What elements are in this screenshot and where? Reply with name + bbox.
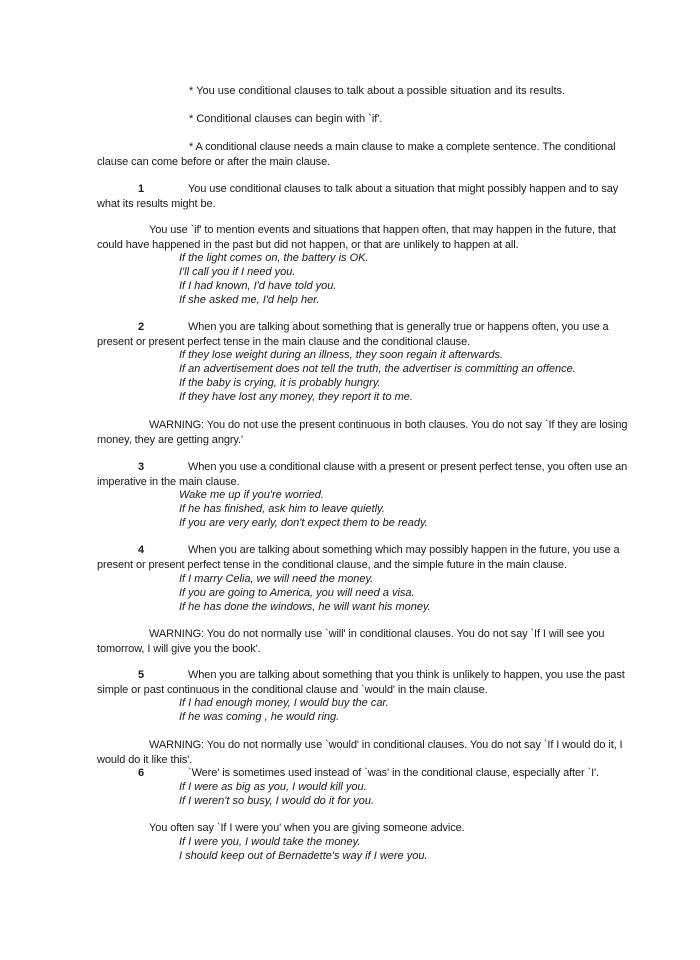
- rule-4-examples: [179, 572, 639, 614]
- example-sentence: If you are very early, don't expect them to be ready.: [179, 517, 428, 529]
- example-sentence: If she asked me, I'd help her.: [179, 294, 320, 306]
- example-sentence: If I weren't so busy, I would do it for you.: [179, 795, 375, 807]
- rule-text: When you use a conditional clause with a present or present perfect tense, you often use an imperative in the main clause.: [97, 461, 628, 488]
- rule-1-note: You use `if' to mention events and situations that happen often, that may happen in the future, that could have happened in the past but did not happen, or that are unlikely to happen at all.: [97, 224, 616, 251]
- example-sentence: If they have lost any money, they report it to me.: [179, 391, 413, 403]
- example-sentence: If I were you, I would take the money.: [179, 836, 361, 848]
- example-sentence: If they lose weight during an illness, they soon regain it afterwards.: [179, 349, 504, 361]
- rule-6-note: You often say `If I were you' when you are giving someone advice.: [149, 822, 465, 834]
- rule-6: [97, 766, 637, 781]
- example-sentence: If I marry Celia, we will need the money.: [179, 573, 374, 585]
- example-sentence: If he has finished, ask him to leave quietly.: [179, 503, 385, 515]
- rule-text: When you are talking about something that you think is unlikely to happen, you use the past simple or past continuous in the conditional clause and `would' in the main clause.: [97, 669, 625, 696]
- example-sentence: If an advertisement does not tell the truth, the advertiser is committing an offence.: [179, 363, 576, 375]
- rule-4-warning: WARNING: You do not normally use `will' in conditional clauses. You do not say `If I will see you tomorrow, I will give you the book'.: [97, 628, 605, 655]
- example-sentence: Wake me up if you're worried.: [179, 489, 324, 501]
- rule-text: `Were' is sometimes used instead of `was' in the conditional clause, especially after `I'.: [188, 767, 600, 779]
- intro-point-3: * A conditional clause needs a main clause to make a complete sentence. The conditional clause can come before or after the main clause.: [97, 141, 616, 168]
- rule-5-warning: WARNING: You do not normally use `would' in conditional clauses. You do not say `If I would do it, I would do it like this'.: [97, 739, 623, 766]
- rule-5-examples: [179, 696, 639, 724]
- rule-2-warning: WARNING: You do not use the present continuous in both clauses. You do not say `If they are losing money, they are getting angry.': [97, 419, 628, 446]
- intro-point-2: * Conditional clauses can begin with `if'.: [189, 113, 383, 125]
- rule-6-examples: [179, 780, 639, 808]
- rule-5: [97, 668, 637, 698]
- example-sentence: If the light comes on, the battery is OK.: [179, 252, 369, 264]
- example-sentence: If you are going to America, you will need a visa.: [179, 587, 415, 599]
- rule-1: [97, 182, 637, 212]
- rule-text: When you are talking about something that is generally true or happens often, you use a present or present perfect tense in the main clause and the conditional clause.: [97, 321, 609, 348]
- rule-3-examples: [179, 488, 639, 530]
- rule-2: [97, 320, 637, 350]
- rule-4: [97, 543, 637, 573]
- rule-text: You use conditional clauses to talk about a situation that might possibly happen and to say what its results might be.: [97, 183, 619, 210]
- rule-6-advice-examples: [179, 835, 639, 863]
- rule-number: 4: [138, 544, 145, 556]
- example-sentence: If he has done the windows, he will want his money.: [179, 601, 431, 613]
- example-sentence: I'll call you if I need you.: [179, 266, 296, 278]
- example-sentence: If I had known, I'd have told you.: [179, 280, 337, 292]
- rule-3: [97, 460, 637, 490]
- rule-1-examples: [179, 251, 639, 307]
- rule-number: 6: [138, 767, 145, 779]
- rule-number: 3: [138, 461, 145, 473]
- rule-number: 5: [138, 669, 145, 681]
- rule-2-examples: [179, 348, 639, 404]
- rule-text: When you are talking about something which may possibly happen in the future, you use a present or present perfect tense in the conditional clause, and the simple future in the main clause.: [97, 544, 620, 571]
- example-sentence: I should keep out of Bernadette's way if I were you.: [179, 850, 428, 862]
- example-sentence: If the baby is crying, it is probably hungry.: [179, 377, 381, 389]
- intro-point-1: * You use conditional clauses to talk about a possible situation and its results.: [189, 85, 566, 97]
- example-sentence: If I had enough money, I would buy the car.: [179, 697, 389, 709]
- rule-number: 2: [138, 321, 145, 333]
- example-sentence: If I were as big as you, I would kill you.: [179, 781, 367, 793]
- example-sentence: If he was coming , he would ring.: [179, 711, 340, 723]
- rule-number: 1: [138, 183, 145, 195]
